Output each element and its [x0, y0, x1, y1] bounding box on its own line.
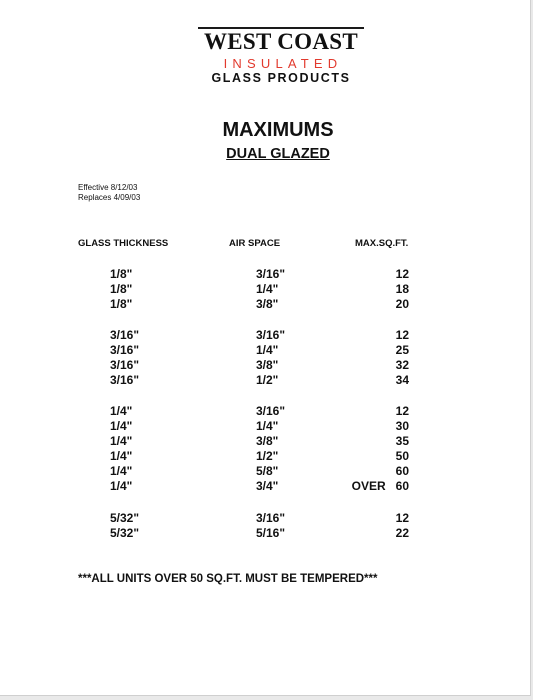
air-space-cell: 3/8": [256, 297, 279, 311]
glass-thickness-cell: 1/4": [110, 404, 133, 418]
air-space-cell: 1/4": [256, 282, 279, 296]
air-space-cell: 3/16": [256, 511, 286, 525]
max-sqft-value: 60: [395, 464, 409, 478]
glass-thickness-cell: 1/4": [110, 464, 133, 478]
row-group: [0, 328, 530, 388]
max-sqft-value: 25: [395, 343, 409, 357]
table-row: [0, 373, 530, 388]
max-sqft-value: 12: [395, 267, 409, 281]
glass-thickness-cell: 5/32": [110, 511, 140, 525]
air-space-cell: 1/2": [256, 373, 279, 387]
max-sqft-cell: [396, 434, 409, 448]
max-sqft-cell: [396, 358, 409, 372]
max-sqft-cell: [396, 297, 409, 311]
max-sqft-value: 12: [395, 328, 409, 342]
max-sqft-cell: [396, 526, 409, 540]
row-group: [0, 511, 530, 541]
max-sqft-cell: [396, 343, 409, 357]
table-row: [0, 282, 530, 297]
air-space-cell: 3/8": [256, 358, 279, 372]
date-info: [78, 183, 140, 203]
glass-thickness-cell: 3/16": [110, 343, 140, 357]
max-sqft-cell: [352, 479, 409, 493]
max-sqft-value: 50: [395, 449, 409, 463]
logo-main-text: WEST COAST: [203, 29, 359, 54]
table-row: [0, 479, 530, 494]
glass-thickness-cell: 1/4": [110, 479, 133, 493]
glass-thickness-cell: 1/4": [110, 434, 133, 448]
table-row: [0, 526, 530, 541]
max-sqft-cell: [396, 449, 409, 463]
glass-thickness-cell: 1/8": [110, 297, 133, 311]
air-space-cell: 3/4": [256, 479, 279, 493]
column-header-max-sqft: MAX.SQ.FT.: [355, 238, 409, 249]
air-space-cell: 3/8": [256, 434, 279, 448]
table-row: [0, 434, 530, 449]
logo-sub-text: GLASS PRODUCTS: [211, 71, 351, 85]
glass-thickness-cell: 1/4": [110, 449, 133, 463]
table-row: [0, 358, 530, 373]
over-label: OVER: [351, 479, 386, 493]
max-sqft-cell: [396, 282, 409, 296]
max-sqft-cell: [396, 267, 409, 281]
glass-thickness-cell: 1/8": [110, 267, 133, 281]
table-row: [0, 328, 530, 343]
table-row: [0, 404, 530, 419]
max-sqft-value: 32: [395, 358, 409, 372]
glass-thickness-cell: 3/16": [110, 328, 140, 342]
page-subtitle-text: DUAL GLAZED: [226, 146, 330, 162]
table-row: [0, 297, 530, 312]
air-space-cell: 1/4": [256, 343, 279, 357]
replaces-date: Replaces 4/09/03: [78, 193, 141, 202]
air-space-cell: 3/16": [256, 328, 286, 342]
table-row: [0, 464, 530, 479]
max-sqft-value: 12: [395, 511, 409, 525]
glass-thickness-cell: 1/8": [110, 282, 133, 296]
glass-thickness-cell: 5/32": [110, 526, 140, 540]
table-row: [0, 449, 530, 464]
max-sqft-cell: [396, 464, 409, 478]
max-sqft-value: 12: [395, 404, 409, 418]
max-sqft-cell: [396, 419, 409, 433]
company-logo: [197, 27, 365, 85]
max-sqft-value: 18: [395, 282, 409, 296]
max-sqft-value: 30: [395, 419, 409, 433]
page-title: MAXIMUMS: [222, 119, 334, 141]
column-header-glass-thickness: GLASS THICKNESS: [78, 238, 169, 249]
max-sqft-cell: [396, 511, 409, 525]
air-space-cell: 1/2": [256, 449, 279, 463]
effective-date: Effective 8/12/03: [78, 183, 138, 192]
max-sqft-value: 60: [395, 479, 409, 493]
max-sqft-value: 35: [395, 434, 409, 448]
page-subtitle: [0, 146, 533, 162]
tempered-footnote: ***ALL UNITS OVER 50 SQ.FT. MUST BE TEMPERED***: [78, 573, 378, 585]
max-sqft-cell: [396, 404, 409, 418]
max-sqft-value: 34: [395, 373, 409, 387]
row-group: [0, 404, 530, 494]
air-space-cell: 5/8": [256, 464, 279, 478]
table-row: [0, 343, 530, 358]
air-space-cell: 1/4": [256, 419, 279, 433]
air-space-cell: 3/16": [256, 267, 286, 281]
logo-insulated-text: INSULATED: [223, 56, 343, 71]
air-space-cell: 3/16": [256, 404, 286, 418]
max-sqft-cell: [396, 328, 409, 342]
glass-thickness-cell: 3/16": [110, 373, 140, 387]
row-group: [0, 267, 530, 312]
glass-thickness-cell: 3/16": [110, 358, 140, 372]
max-sqft-value: 22: [395, 526, 409, 540]
max-sqft-cell: [396, 373, 409, 387]
table-row: [0, 267, 530, 282]
table-row: [0, 419, 530, 434]
air-space-cell: 5/16": [256, 526, 286, 540]
max-sqft-value: 20: [395, 297, 409, 311]
glass-thickness-cell: 1/4": [110, 419, 133, 433]
column-header-air-space: AIR SPACE: [229, 238, 281, 249]
table-row: [0, 511, 530, 526]
